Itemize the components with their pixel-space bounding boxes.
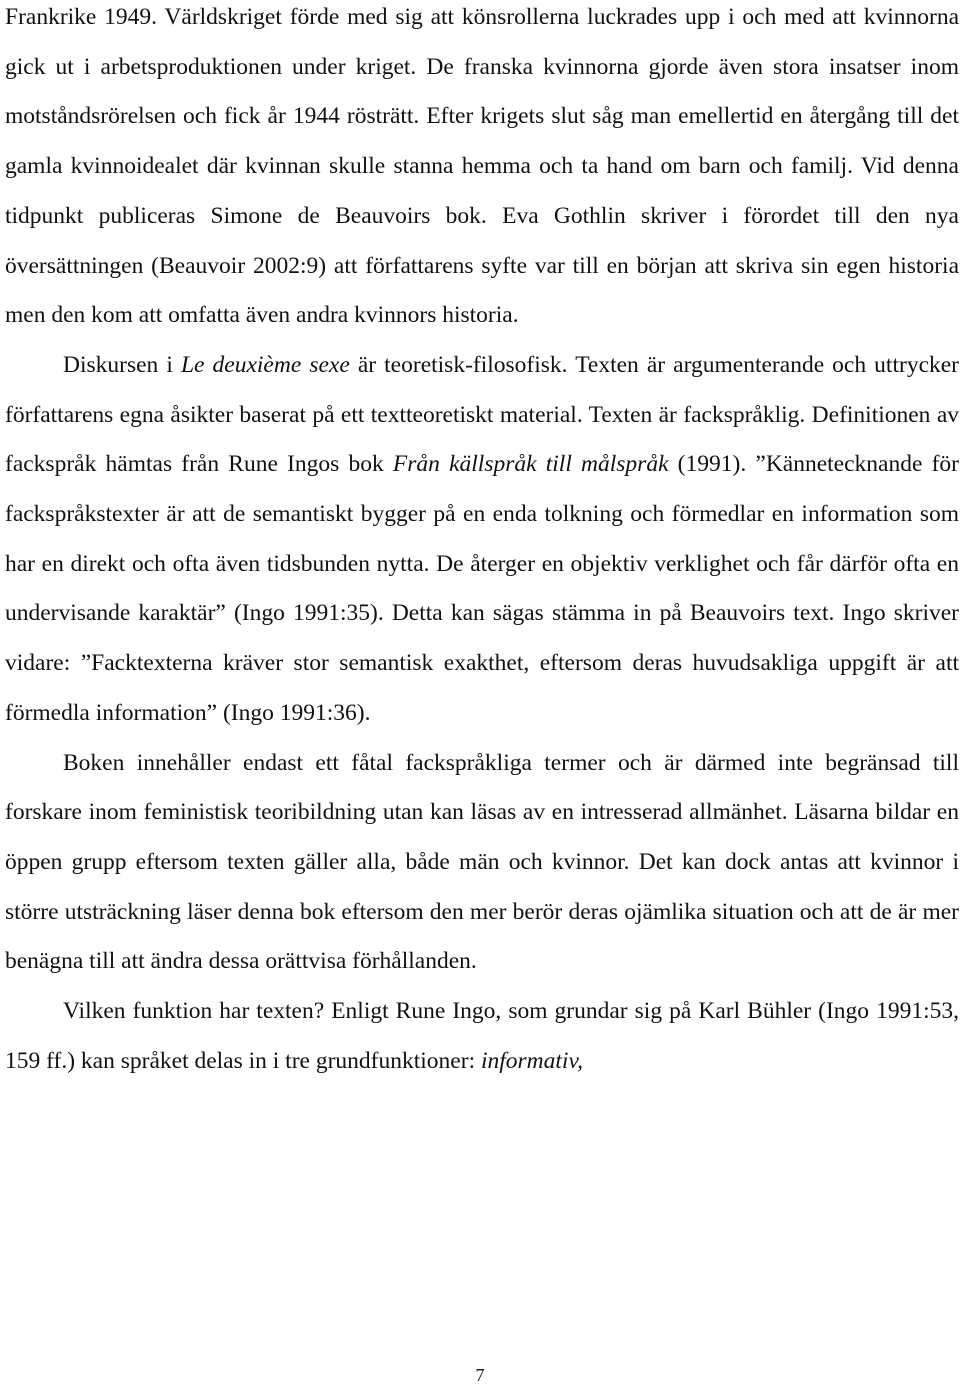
body-text <box>5 0 959 1086</box>
paragraph-text: Vilken funktion har texten? Enligt Rune Ingo, som grundar sig på Karl Bühler (Ingo 1991:53, 159 ff.) kan språket delas in i tre grundfunktioner: <box>5 998 959 1074</box>
paragraph-text: (1991). ”Kännetecknande för fackspråkstexter är att de semantiskt bygger på en enda tolkning och förmedlar en information som har en direkt och ofta även tidsbunden nytta. De återger en objektiv verklighet och får därför ofta en undervisande karaktär” (Ingo 1991:35). Detta kan sägas stämma in på Beauvoirs text. Ingo skriver vidare: ”Facktexterna kräver stor semantisk exakthet, eftersom deras huvudsakliga uppgift är att förmedla information” (Ingo 1991:36). <box>5 451 959 726</box>
page-number: 7 <box>475 1365 485 1385</box>
paragraph <box>5 341 959 739</box>
paragraph-text: Frankrike 1949. Världskriget förde med sig att könsrollerna luckrades upp i och med att kvinnorna gick ut i arbetsproduktionen under kriget. De franska kvinnorna gjorde även stora insatser inom motståndsrörelsen och fick år 1944 rösträtt. Efter krigets slut såg man emellertid en återgång till det gamla kvinnoidealet där kvinnan skulle stanna hemma och ta hand om barn och familj. Vid denna tidpunkt publiceras Simone de Beauvoirs bok. Eva Gothlin skriver i förordet till den nya översättningen (Beauvoir 2002:9) att författarens syfte var till en början att skriva sin egen historia men den kom att omfatta även andra kvinnors historia. <box>5 4 959 329</box>
book-title: Från källspråk till målspråk <box>392 451 669 478</box>
emphasized-term: informativ, <box>480 1047 584 1074</box>
paragraph-text: Diskursen i <box>63 351 181 378</box>
paragraph-text: är teoretisk-filosofisk. Texten är argumenterande och uttrycker författarens egna åsikter baserat på ett textteoretiskt material. Texten är fackspråklig. Definitionen av fackspråk hämtas från Rune Ingos bok <box>5 351 960 478</box>
paragraph <box>5 987 959 1086</box>
book-title: Le deuxième sexe <box>180 351 350 378</box>
paragraph <box>5 0 959 341</box>
paragraph-text: Boken innehåller endast ett fåtal fackspråkliga termer och är därmed inte begränsad till forskare inom feministisk teoribildning utan kan läsas av en intresserad allmänhet. Läsarna bildar en öppen grupp eftersom texten gäller alla, både män och kvinnor. Det kan dock antas att kvinnor i större utsträckning läser denna bok eftersom den mer berör deras ojämlika situation och att de är mer benägna till att ändra dessa orättvisa förhållanden. <box>5 749 959 975</box>
paragraph <box>5 739 959 988</box>
